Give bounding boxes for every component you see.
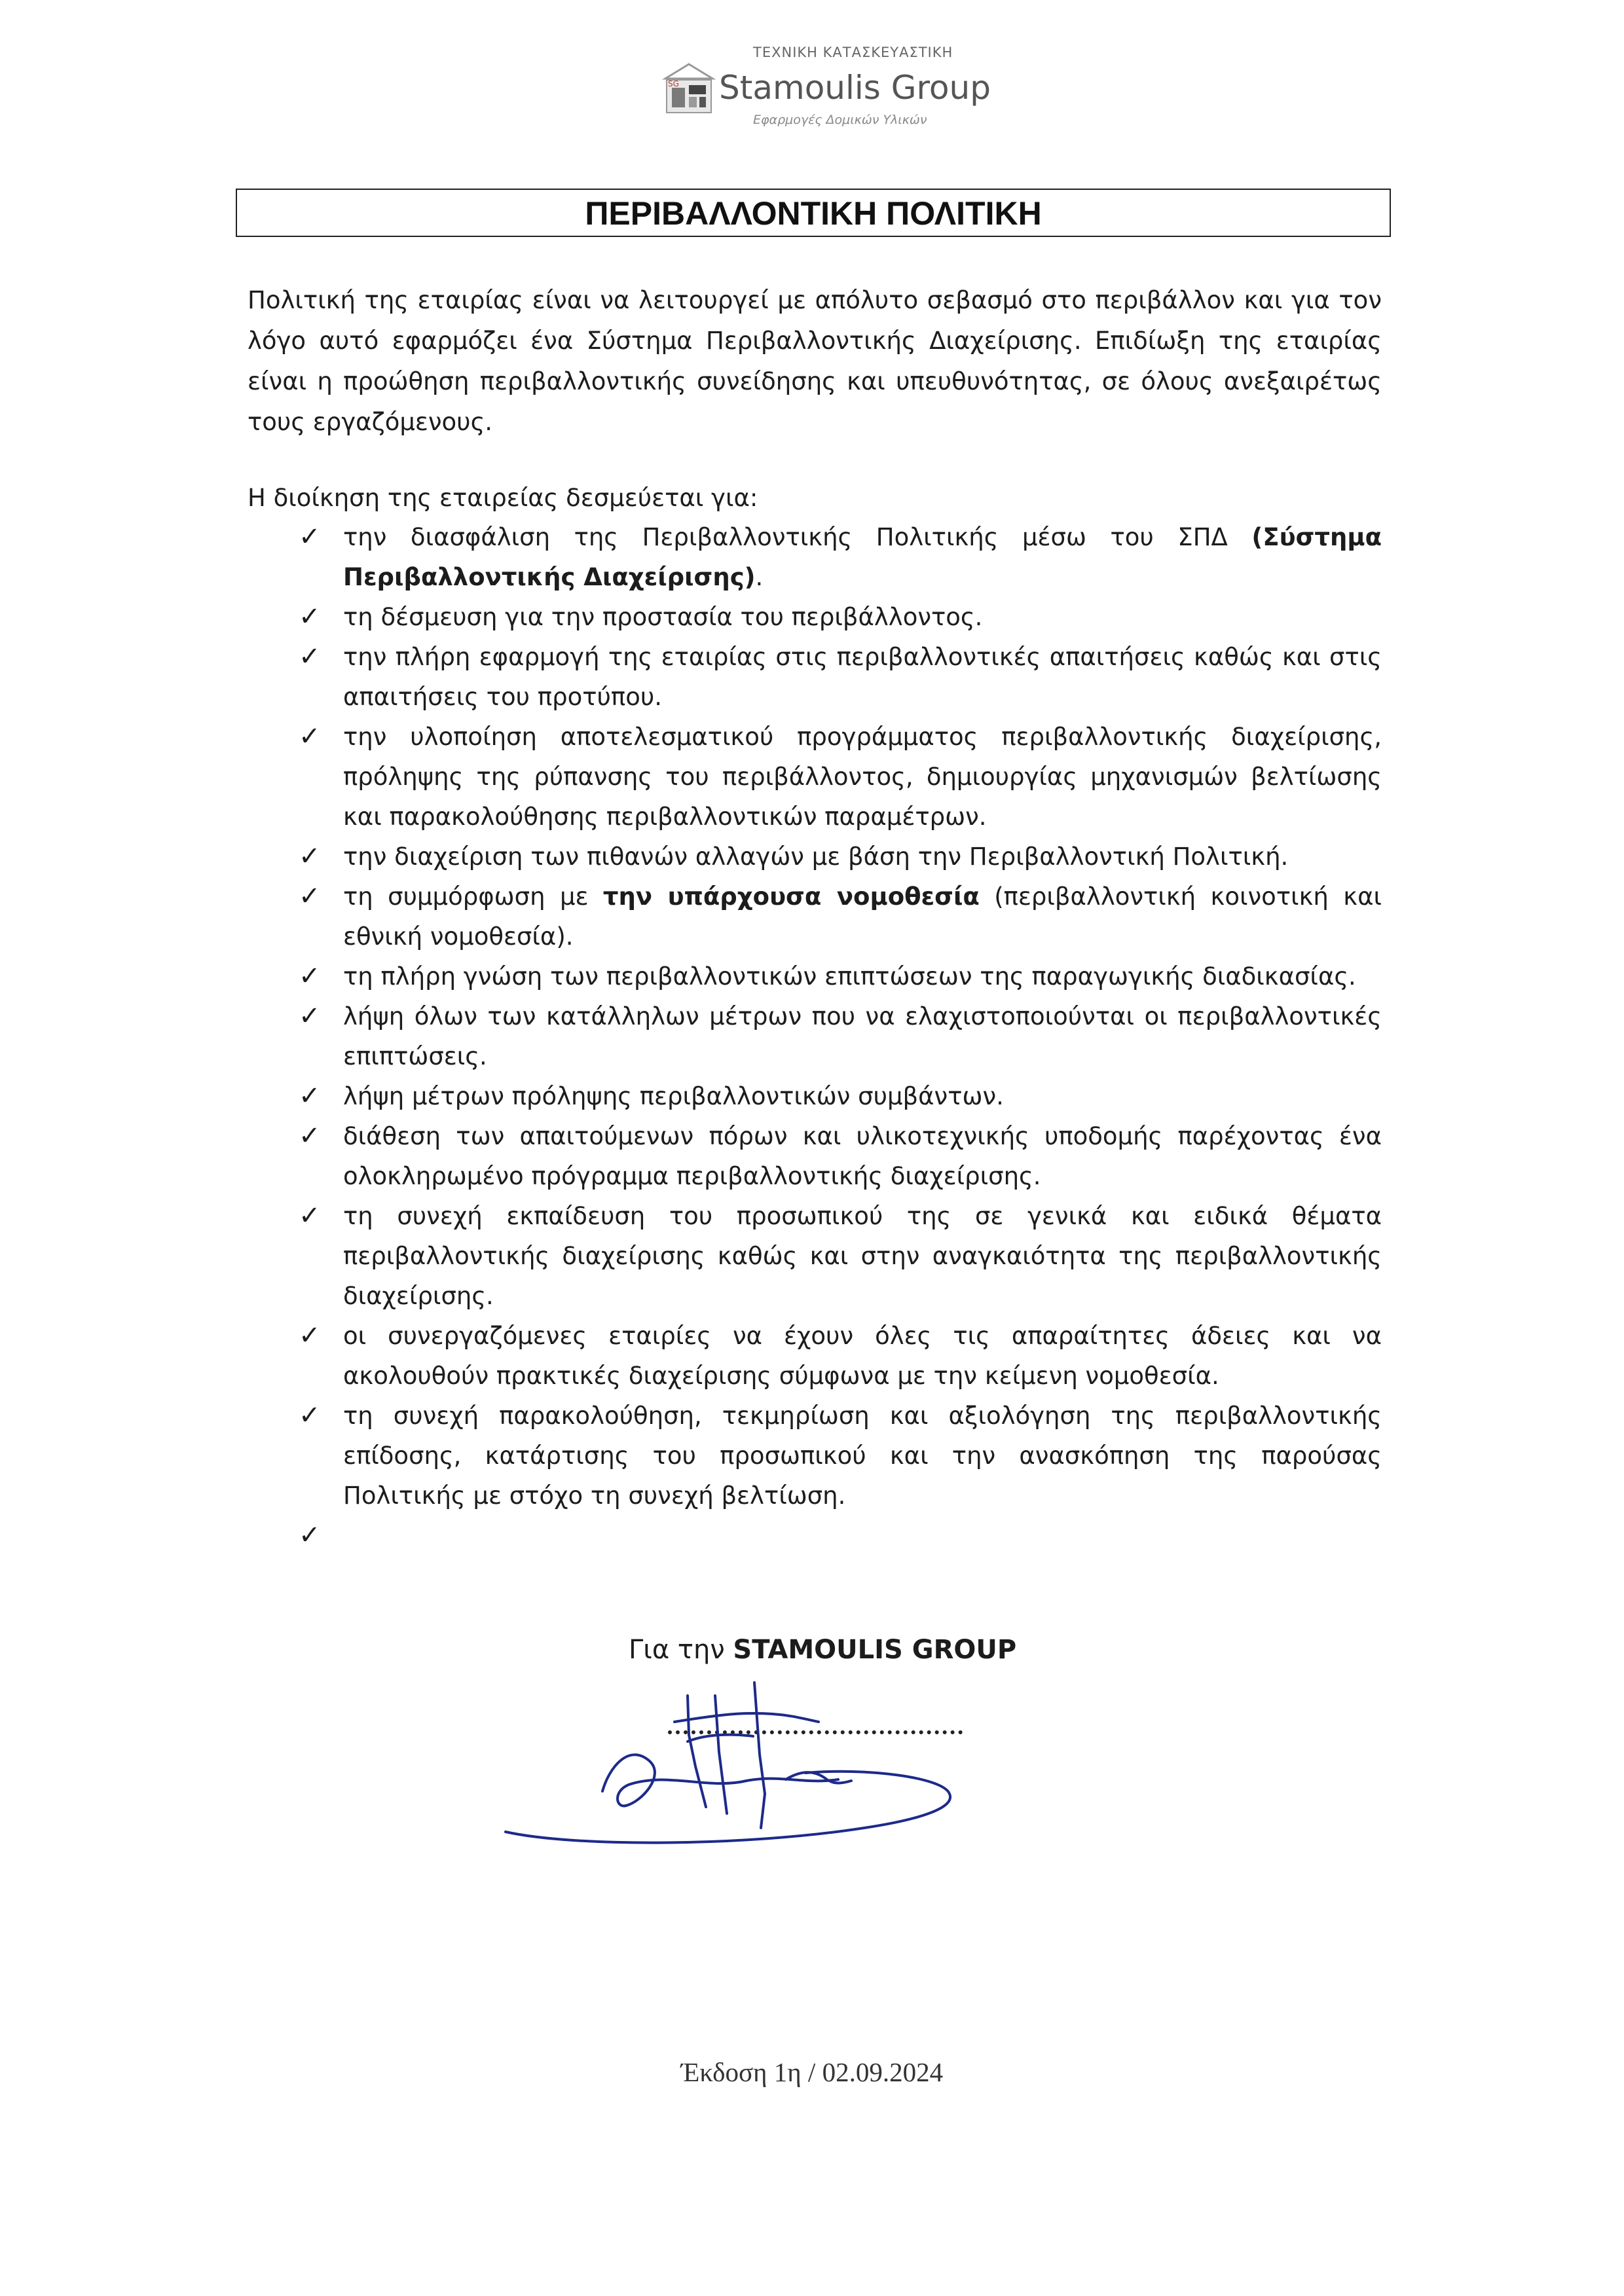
item-text: οι συνεργαζόμενες εταιρίες να έχουν όλες τις απαραίτητες άδειες και να ακολουθούν πρακτικές διαχείρισης σύμφωνα με την κείμενη νομοθεσία.	[343, 1322, 1382, 1390]
item-text: .	[755, 563, 764, 591]
item-text: την διασφάλιση της Περιβαλλοντικής Πολιτικής μέσω του ΣΠΔ	[343, 523, 1252, 551]
item-text: την υλοποίηση αποτελεσματικού προγράμματος περιβαλλοντικής διαχείρισης, πρόληψης της ρύπανσης του περιβάλλοντος, δημιουργίας μηχανισμών βελτίωσης και παρακολούθησης περιβαλλοντικών παραμέτρων.	[343, 723, 1382, 831]
item-text: λήψη μέτρων πρόληψης περιβαλλοντικών συμβάντων.	[343, 1082, 1004, 1110]
list-item	[248, 996, 1382, 1076]
list-item	[248, 1196, 1382, 1316]
item-text: τη συμμόρφωση με	[343, 883, 603, 911]
check-icon: ✓	[299, 1520, 321, 1550]
list-item	[248, 877, 1382, 957]
logo-name	[719, 68, 991, 107]
signature-company: STAMOULIS GROUP	[733, 1635, 1017, 1665]
logo-name-main: Stamoulis	[719, 69, 881, 107]
logo-mark-text: SG	[668, 79, 679, 88]
list-item	[248, 717, 1382, 837]
check-icon: ✓	[299, 1081, 321, 1111]
list-item	[248, 597, 1382, 637]
signature-for-text: Για την	[629, 1635, 733, 1665]
logo-subtitle: Εφαρμογές Δομικών Υλικών	[753, 113, 927, 127]
document-version: Έκδοση 1η / 02.09.2024	[680, 2057, 944, 2087]
item-text: την διαχείριση των πιθανών αλλαγών με βάση την Περιβαλλοντική Πολιτική.	[343, 843, 1289, 871]
item-text: τη συνεχή εκπαίδευση του προσωπικού της σε γενικά και ειδικά θέματα περιβαλλοντικής διαχείρισης καθώς και στην αναγκαιότητα της περιβαλλοντικής διαχείρισης.	[343, 1202, 1382, 1310]
list-item	[248, 1076, 1382, 1116]
logo-top-text: ΤΕΧΝΙΚΗ ΚΑΤΑΣΚΕΥΑΣΤΙΚΗ	[753, 45, 953, 60]
check-icon: ✓	[299, 522, 321, 552]
list-item	[248, 637, 1382, 717]
page-title: ΠΕΡΙΒΑΛΛΟΝΤΙΚΗ ΠΟΛΙΤΙΚΗ	[585, 195, 1042, 232]
item-text: τη πλήρη γνώση των περιβαλλοντικών επιπτώσεων της παραγωγικής διαδικασίας.	[343, 962, 1356, 991]
item-text: την πλήρη εφαρμογή της εταιρίας στις περιβαλλοντικές απαιτήσεις καθώς και στις απαιτήσεις του προτύπου.	[343, 643, 1382, 711]
check-icon: ✓	[299, 841, 321, 871]
item-text: τη συνεχή παρακολούθηση, τεκμηρίωση και αξιολόγηση της περιβαλλοντικής επίδοσης, κατάρτισης του προσωπικού και την ανασκόπηση της παρούσας Πολιτικής με στόχο τη συνεχή βελτίωση.	[343, 1402, 1382, 1510]
item-text: (περιβαλλοντική κοινοτική και εθνική νομοθεσία).	[343, 883, 1382, 951]
item-text: λήψη όλων των κατάλληλων μέτρων που να ελαχιστοποιούνται οι περιβαλλοντικές επιπτώσεις.	[343, 1002, 1382, 1070]
check-icon: ✓	[299, 642, 321, 672]
handwritten-signature	[498, 1656, 982, 1872]
logo-name-group: Group	[891, 69, 991, 107]
intro-paragraph: Πολιτική της εταιρίας είναι να λειτουργεί με απόλυτο σεβασμό στο περιβάλλον και για τον λόγο αυτό εφαρμόζει ένα Σύστημα Περιβαλλοντικής Διαχείρισης. Επιδίωξη της εταιρίας είναι η προώθηση περιβαλλοντικής συνείδησης και υπευθυνότητας, σε όλους ανεξαιρέτως τους εργαζόμενους.	[248, 286, 1382, 436]
commitment-list	[248, 517, 1382, 1550]
check-icon: ✓	[299, 721, 321, 752]
check-icon: ✓	[299, 602, 321, 632]
list-item	[248, 837, 1382, 877]
list-item	[248, 517, 1382, 597]
check-icon: ✓	[299, 1121, 321, 1151]
list-item	[248, 957, 1382, 996]
logo-mark-icon	[660, 59, 718, 117]
list-item	[248, 1316, 1382, 1396]
commitment-intro: Η διοίκηση της εταιρείας δεσμεύεται για:	[248, 484, 758, 512]
check-icon: ✓	[299, 1321, 321, 1351]
item-text-bold: (Σύστημα Περιβαλλοντικής Διαχείρισης)	[343, 523, 1382, 591]
title-box	[236, 189, 1391, 237]
company-logo	[655, 39, 1008, 131]
check-icon: ✓	[299, 961, 321, 991]
check-icon: ✓	[299, 1001, 321, 1031]
check-icon: ✓	[299, 1201, 321, 1231]
check-icon: ✓	[299, 1400, 321, 1430]
check-icon: ✓	[299, 881, 321, 911]
list-item	[248, 1396, 1382, 1516]
list-item	[248, 1116, 1382, 1196]
item-text: τη δέσμευση για την προστασία του περιβάλλοντος.	[343, 603, 983, 631]
item-text: διάθεση των απαιτούμενων πόρων και υλικοτεχνικής υποδομής παρέχοντας ένα ολοκληρωμένο πρόγραμμα περιβαλλοντικής διαχείρισης.	[343, 1122, 1382, 1190]
item-text-bold: την υπάρχουσα νομοθεσία	[602, 883, 980, 911]
